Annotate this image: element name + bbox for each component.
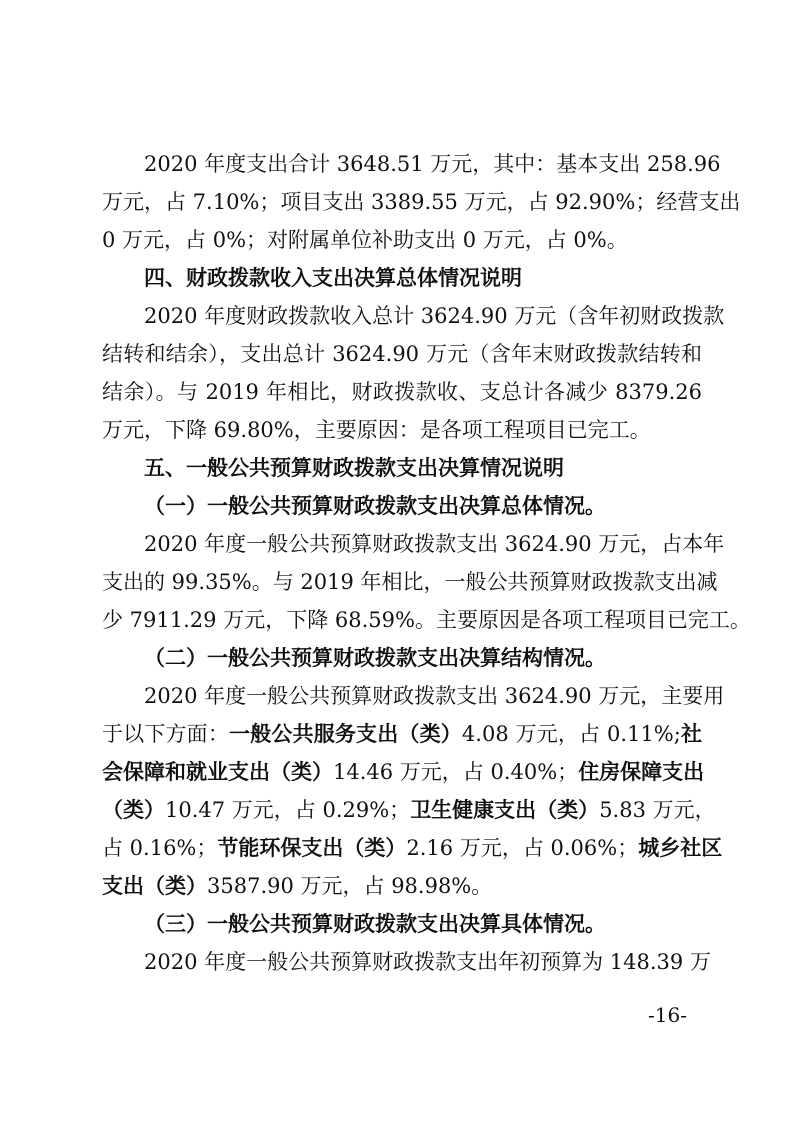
category-label: 卫生健康支出（类）	[410, 798, 600, 822]
category-label: 住房保障支出	[578, 760, 705, 784]
category-label: 节能环保支出（类）	[217, 836, 407, 860]
paragraph-line: 2020 年度财政拨款收入总计 3624.90 万元（含年初财政拨款	[144, 304, 725, 328]
paragraph-line: 2020 年度一般公共预算财政拨款支出年初预算为 148.39 万	[144, 950, 711, 974]
text-run: 4.08 万元，占 0.11%;	[461, 722, 681, 746]
page-number: -16-	[648, 1003, 687, 1027]
category-label: 社	[680, 722, 703, 746]
text-run: 3587.90 万元，占 98.98%。	[207, 874, 493, 898]
category-label: 支出（类）	[102, 874, 207, 898]
paragraph-line	[102, 791, 716, 829]
paragraph-line: 支出的 99.35%。与 2019 年相比，一般公共预算财政拨款支出减	[102, 570, 718, 594]
text-run: 5.83 万元，	[599, 798, 716, 822]
paragraph-line: 0 万元，占 0%；对附属单位补助支出 0 万元，占 0%。	[102, 228, 628, 252]
paragraph-line: 少 7911.29 万元，下降 68.59%。主要原因是各项工程项目已完工。	[102, 608, 751, 632]
text-run: 10.47 万元，占 0.29%；	[165, 798, 411, 822]
paragraph-line	[102, 867, 702, 905]
text-run: 2.16 万元，占 0.06%；	[406, 836, 639, 860]
paragraph-line	[102, 753, 705, 791]
category-label: （类）	[102, 798, 165, 822]
section-heading: 五、一般公共预算财政拨款支出决算情况说明	[144, 456, 564, 480]
paragraph-line: 结转和结余），支出总计 3624.90 万元（含年末财政拨款结转和	[102, 342, 702, 366]
paragraph-line	[102, 715, 702, 753]
section-heading: 四、财政拨款收入支出决算总体情况说明	[144, 266, 522, 290]
subsection-heading: （三）一般公共预算财政拨款支出决算具体情况。	[144, 911, 606, 936]
paragraph-line: 2020 年度一般公共预算财政拨款支出 3624.90 万元，主要用	[144, 684, 725, 708]
category-label: 一般公共服务支出（类）	[229, 722, 462, 746]
paragraph-line: 2020 年度一般公共预算财政拨款支出 3624.90 万元，占本年	[144, 532, 725, 556]
text-run: 14.46 万元，占 0.40%；	[333, 760, 579, 784]
paragraph-line	[102, 829, 723, 867]
paragraph-line: 结余）。与 2019 年相比，财政拨款收、支总计各减少 8379.26	[102, 380, 702, 404]
subsection-heading: （一）一般公共预算财政拨款支出决算总体情况。	[144, 493, 606, 518]
category-label: 会保障和就业支出（类）	[102, 760, 333, 784]
paragraph-line: 万元，占 7.10%；项目支出 3389.55 万元，占 92.90%；经营支出	[102, 190, 741, 214]
text-run: 于以下方面：	[102, 722, 230, 746]
subsection-heading: （二）一般公共预算财政拨款支出决算结构情况。	[144, 645, 606, 670]
category-label: 城乡社区	[638, 836, 723, 860]
paragraph-line: 万元，下降 69.80%，主要原因：是各项工程项目已完工。	[102, 418, 651, 442]
text-run: 占 0.16%；	[102, 836, 218, 860]
paragraph-line: 2020 年度支出合计 3648.51 万元，其中：基本支出 258.96	[144, 152, 721, 176]
